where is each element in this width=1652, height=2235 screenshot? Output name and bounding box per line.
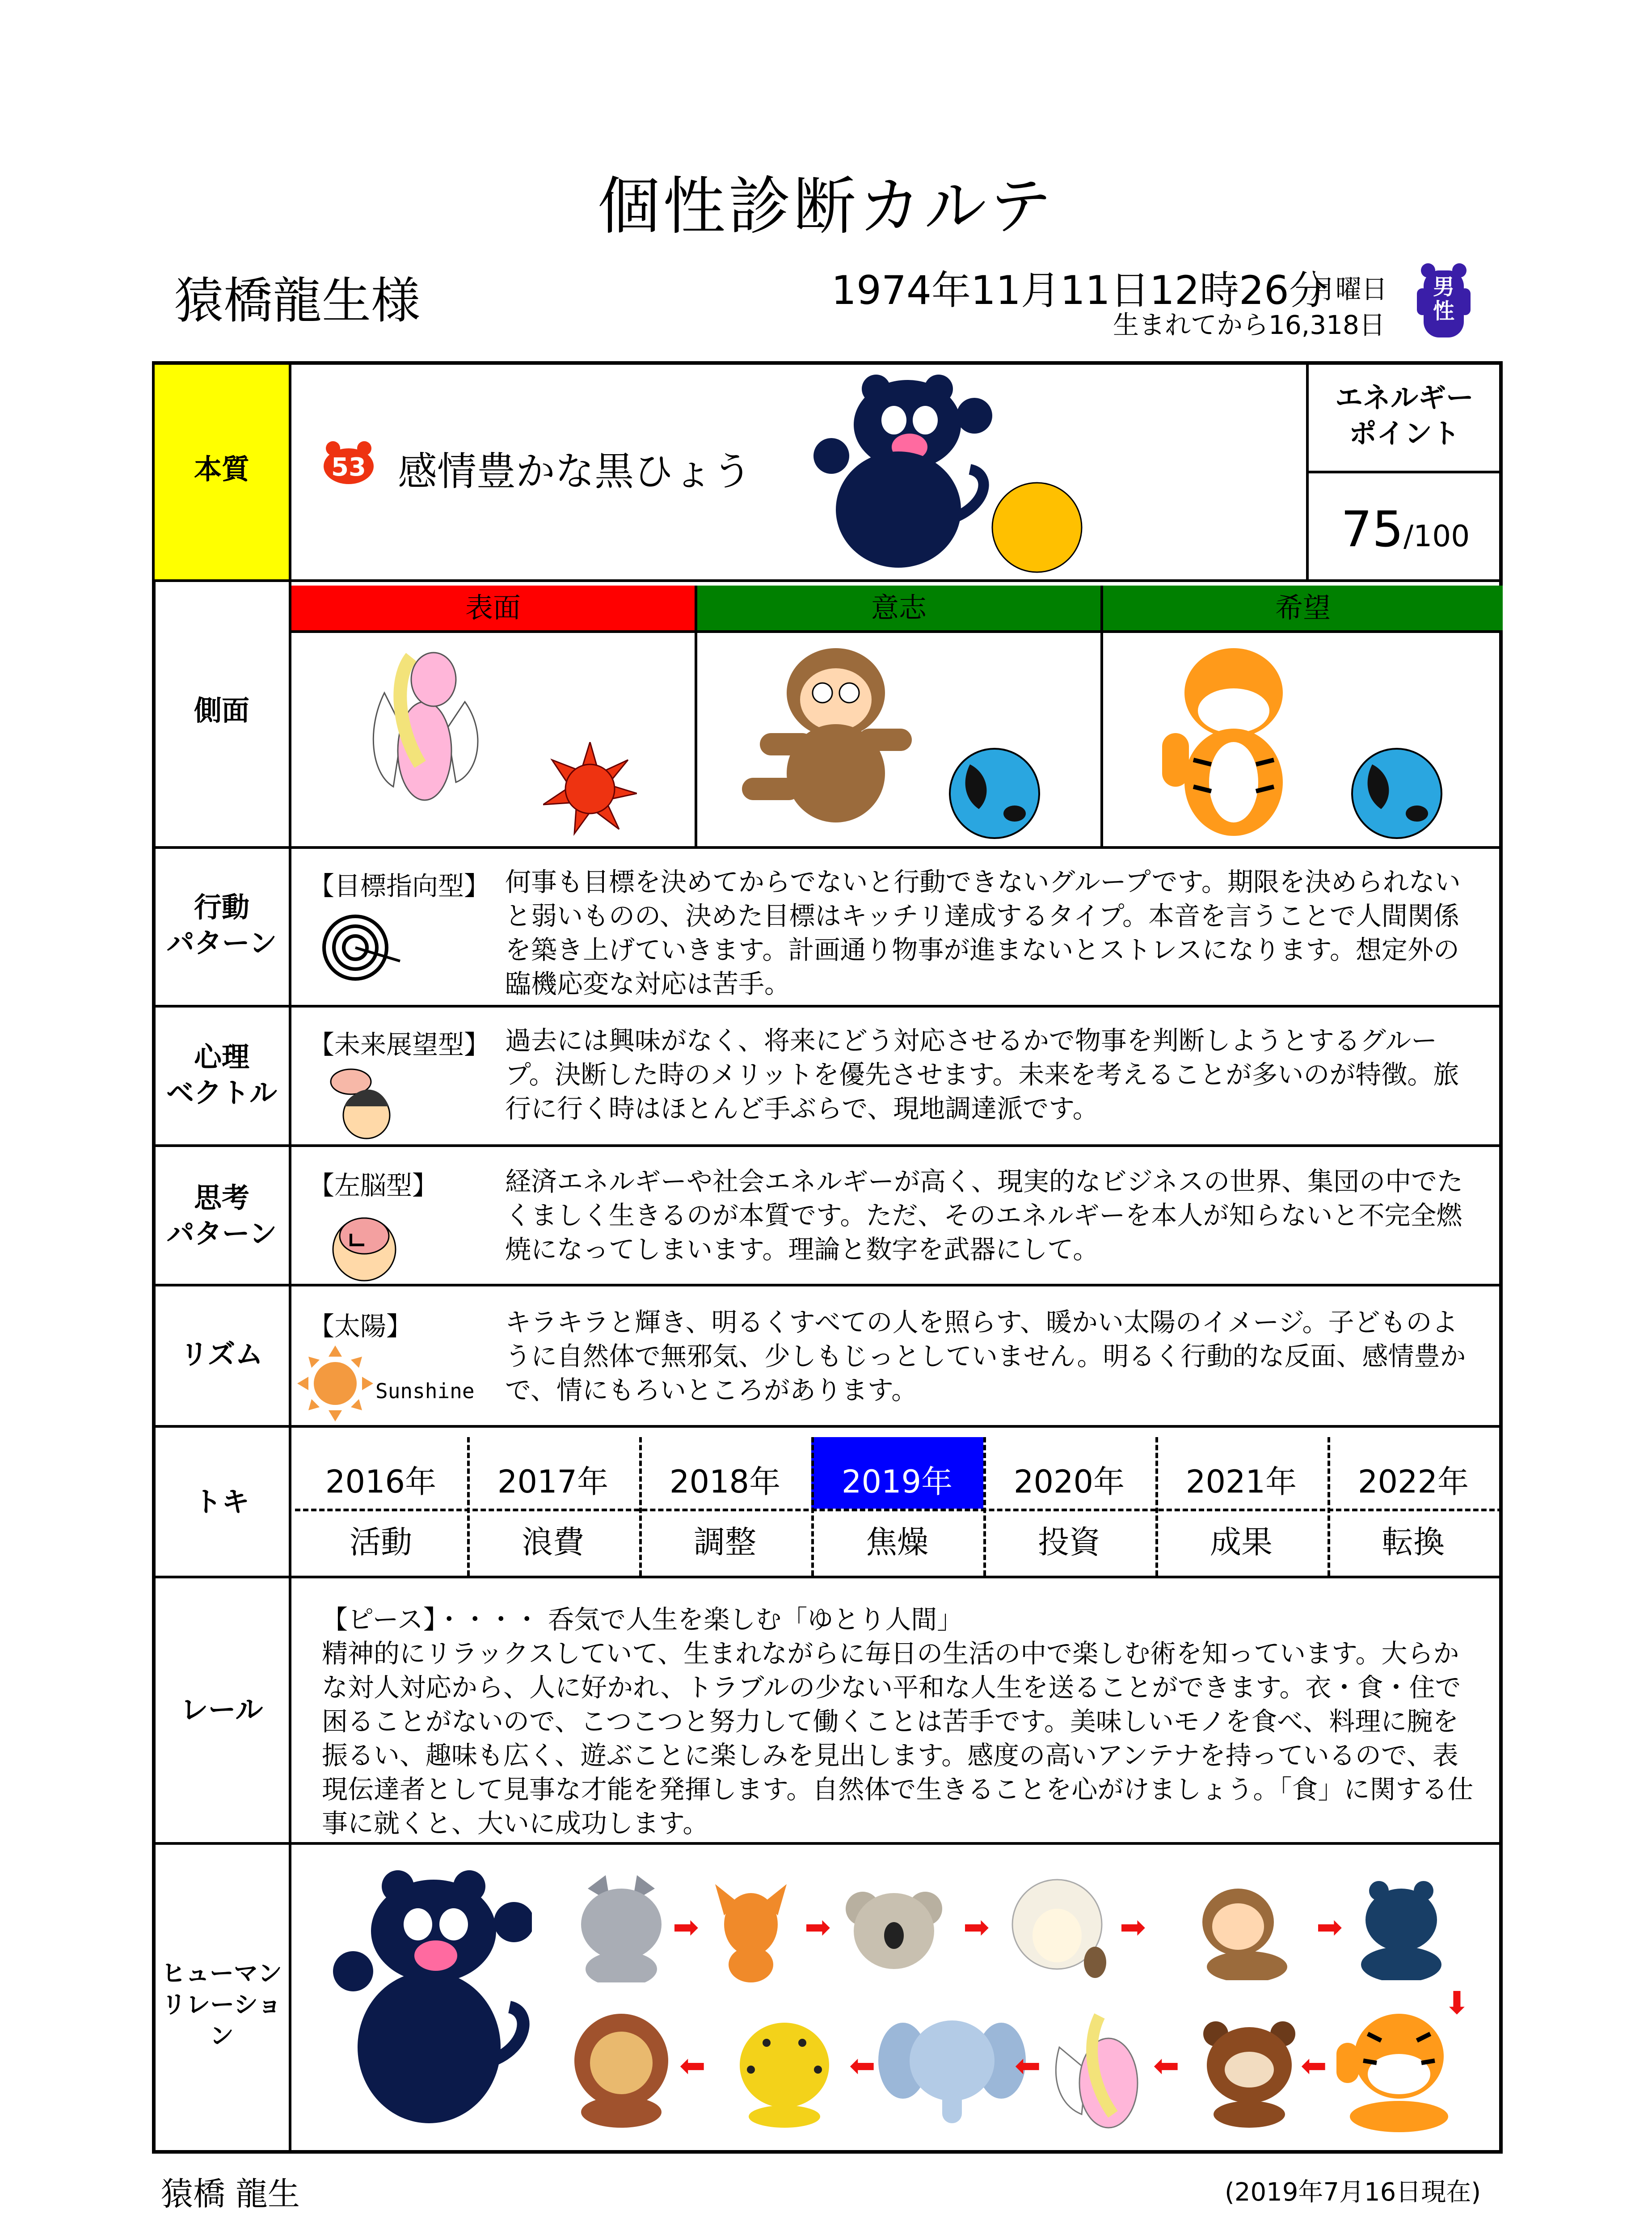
- arrow-right-icon: ➡: [963, 1909, 990, 1945]
- sunshine-icon: [297, 1345, 373, 1421]
- arrow-right-icon: ➡: [805, 1909, 831, 1945]
- monkey-small-icon: [1180, 1882, 1305, 1980]
- gender-label: 男性: [1433, 274, 1454, 324]
- energy-label: エネルギー ポイント: [1335, 381, 1474, 450]
- pegasus-icon: [367, 639, 483, 836]
- toki-word-2017: 浪費: [522, 1524, 584, 1560]
- tiger-icon: [1153, 644, 1314, 840]
- toki-word-2021: 成果: [1210, 1524, 1273, 1560]
- weekday: 月曜日: [1310, 274, 1388, 304]
- rail-heading: 【ピース】・・・・ 呑気で人生を楽しむ「ゆとり人間」: [322, 1604, 963, 1635]
- sokumen-label: 側面: [194, 694, 249, 727]
- energy-score: [1341, 501, 1470, 558]
- arrow-left-icon: ⬅: [1301, 2047, 1327, 2084]
- arrow-left-icon: ⬅: [679, 2047, 706, 2084]
- monkey-icon: [742, 644, 930, 840]
- rhythm-label: リズム: [180, 1338, 263, 1371]
- arrow-down-icon: ⬇: [1444, 1985, 1470, 2021]
- gender-icon: [1412, 261, 1475, 342]
- lion-icon: [568, 2012, 675, 2128]
- energy-max: /100: [1403, 519, 1470, 553]
- black-panther-icon: [805, 371, 992, 577]
- type-number: 53: [331, 453, 366, 482]
- sheep-icon: [1006, 1877, 1108, 1980]
- sunshine-caption: Sunshine: [375, 1379, 475, 1403]
- toki-year-2019: 2019年: [841, 1463, 953, 1500]
- days-since-birth: 生まれてから16,318日: [1113, 310, 1385, 340]
- toki-word-2020: 投資: [1038, 1524, 1100, 1560]
- rhythm-text: キラキラと輝き、明るくすべての人を照らす、暖かい太陽のイメージ。子どものように自然体で無邪気、少しもじっとしていません。明るく行動的な反面、感情豊かで、情にもろいところがあります。: [505, 1307, 1466, 1405]
- kodo-text: 何事も目標を決めてからでないと行動できないグループです。期限を決められないと弱いものの、決めた目標はキッチリ達成するタイプ。本音を言うことで人間関係を築き上げていきます。計画通り物事が進まないとストレスになります。想定外の臨機応変な対応は苦手。: [505, 867, 1461, 999]
- future-thinking-icon: [326, 1066, 402, 1142]
- toki-year-2018: 2018年: [669, 1463, 781, 1500]
- toki-word-2016: 活動: [350, 1524, 412, 1560]
- elephant-icon: [876, 2012, 1028, 2128]
- shinri-text: 過去には興味がなく、将来にどう対応させるかで物事を判断しようとするグループ。決断した時のメリットを優先させます。未来を考えることが多いのが特徴。旅行に行く時はほとんど手ぶらで、現地調達派です。: [505, 1025, 1459, 1124]
- arrow-right-icon: ➡: [673, 1909, 699, 1945]
- type-name: 感情豊かな黒ひょう: [398, 448, 752, 494]
- toki-year-2021: 2021年: [1185, 1463, 1297, 1500]
- shiko-text: 経済エネルギーや社会エネルギーが高く、現実的なビジネスの世界、集団の中でたくましく生きるのが本質です。ただ、そのエネルギーを本人が知らないと不完全燃焼になってしまいます。理論と数字を武器にして。: [505, 1166, 1463, 1265]
- toki-year-2016: 2016年: [325, 1463, 437, 1500]
- black-panther-large-icon: [326, 1868, 532, 2137]
- pegasus-small-icon: [1050, 2007, 1162, 2132]
- kodo-tag: 【目標指向型】: [308, 871, 490, 901]
- honshitsu-label: 本質: [194, 453, 249, 485]
- fawn-icon: [706, 1875, 796, 1982]
- toki-word-2022: 転換: [1382, 1524, 1445, 1560]
- shinri-tag: 【未来展望型】: [308, 1029, 490, 1060]
- cheetah-icon: [724, 2016, 845, 2128]
- arrow-left-icon: ⬅: [849, 2047, 876, 2084]
- birth-datetime: 1974年11月11日12時26分: [831, 267, 1328, 313]
- toki-divider: [295, 1509, 1503, 1511]
- person-name: 猿橋龍生様: [174, 272, 420, 329]
- target-icon: [320, 912, 405, 983]
- shinri-label: 心理 ベクトル: [166, 1041, 277, 1109]
- earth-icon: [948, 746, 1041, 840]
- rhythm-tag: 【太陽】: [308, 1311, 413, 1341]
- shiko-tag: 【左脳型】: [308, 1170, 438, 1201]
- aspect-heading-surface: 表面: [291, 586, 695, 630]
- rail-text: 精神的にリラックスしていて、生まれながらに毎日の生活の中で楽しむ術を知っています。大らかな対人対応から、人に好かれ、トラブルの少ない平和な人生を送ることができます。衣・食・住で困ることがないので、こつこつと努力して働くことは苦手です。美味しいモノを食べ、料理に腕を振るい、趣味も広く、遊ぶことに楽しみを見出します。感度の高いアンテナを持っているので、表現伝達者として見事な才能を発揮します。自然体で生きることを心がけましょう。「食」に関する仕事に就くと、大いに成功します。: [322, 1638, 1474, 1839]
- toki-label: トキ: [194, 1485, 249, 1518]
- tiger-small-icon: [1332, 2007, 1457, 2132]
- arrow-right-icon: ➡: [1120, 1909, 1146, 1945]
- aspect-heading-will: 意志: [697, 586, 1100, 630]
- tanuki-icon: [1198, 2016, 1301, 2128]
- toki-year-2017: 2017年: [497, 1463, 609, 1500]
- black-panther-small-icon: [1354, 1877, 1448, 1980]
- energy-score-value: 75: [1341, 501, 1403, 558]
- human-relation-label: ヒューマン リレーション: [161, 1959, 282, 2050]
- left-brain-icon: [326, 1207, 402, 1283]
- toki-year-2020: 2020年: [1013, 1463, 1125, 1500]
- arrow-right-icon: ➡: [1316, 1909, 1343, 1945]
- red-sun-icon: [543, 742, 637, 836]
- arrow-left-icon: ⬅: [1015, 2047, 1041, 2084]
- shiko-label: 思考 パターン: [166, 1181, 277, 1250]
- toki-word-2019: 焦燥: [866, 1524, 928, 1560]
- wolf-icon: [574, 1875, 668, 1982]
- arrow-left-icon: ⬅: [1153, 2047, 1180, 2084]
- as-of-date: (2019年7月16日現在): [1225, 2178, 1481, 2207]
- koala-icon: [845, 1882, 943, 1980]
- toki-word-2018: 調整: [694, 1524, 756, 1560]
- sun-icon: [990, 481, 1084, 574]
- earth-icon-2: [1350, 746, 1444, 840]
- aspect-heading-hope: 希望: [1103, 586, 1503, 630]
- toki-year-2022: 2022年: [1357, 1463, 1469, 1500]
- page-title: 個性診断カルテ: [597, 170, 1054, 243]
- type-number-badge: [322, 440, 375, 487]
- footer-name: 猿橋 龍生: [161, 2175, 300, 2213]
- kodo-label: 行動 パターン: [166, 891, 277, 959]
- rail-label: レール: [180, 1693, 263, 1726]
